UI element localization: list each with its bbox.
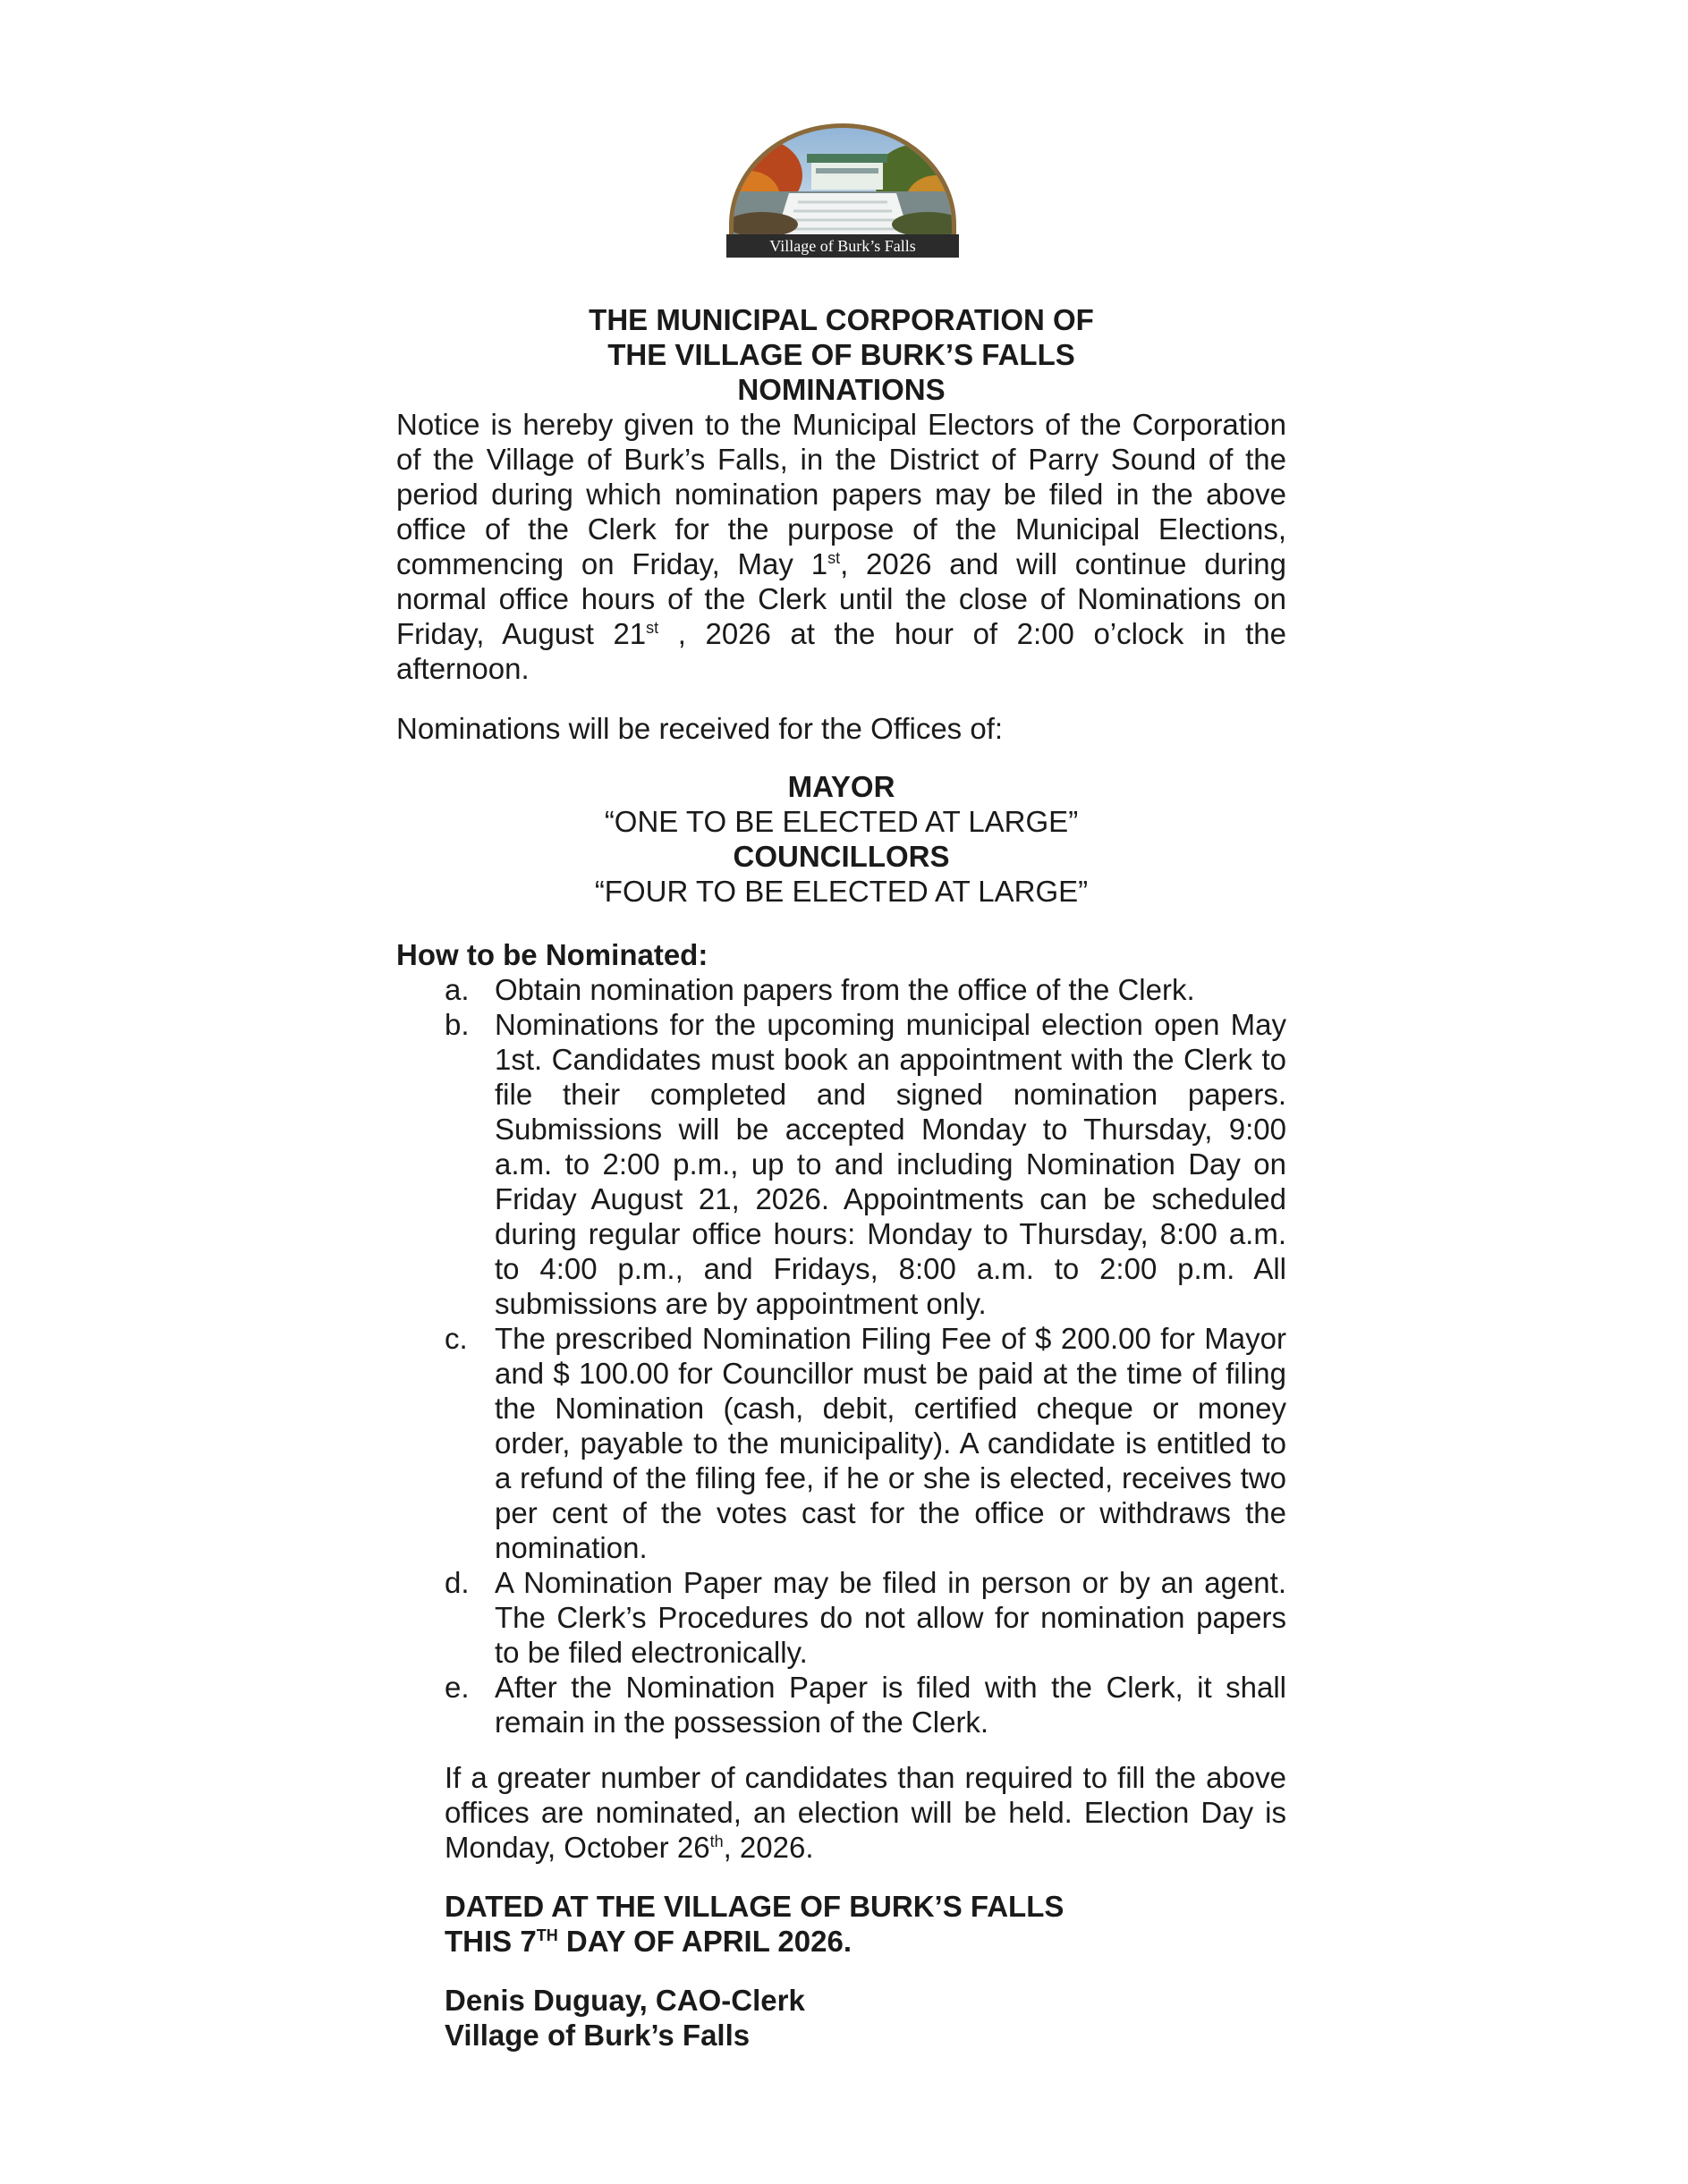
village-logo	[726, 122, 959, 260]
dated-line-2: THIS 7TH DAY OF APRIL 2026.	[445, 1925, 852, 1958]
signature-name: Denis Duguay, CAO-Clerk	[445, 1984, 805, 2017]
offices-block	[396, 769, 1286, 909]
dated-line-1: DATED AT THE VILLAGE OF BURK’S FALLS	[445, 1890, 1065, 1923]
councillor-title: COUNCILLORS	[733, 840, 950, 873]
election-paragraph: If a greater number of candidates than required to fill the above offices are nominated, an election will be held. Election Day is Monday, October 26th, 2026.	[445, 1761, 1286, 1864]
offices-intro: Nominations will be received for the Offices of:	[396, 712, 1004, 745]
dated-block	[445, 1889, 1286, 1959]
signature-block	[445, 1983, 1286, 2053]
list-item: d. A Nomination Paper may be filed in person or by an agent. The Clerk’s Procedures do not allow for nomination papers to be filed electronically.	[445, 1566, 1286, 1669]
list-item: c. The prescribed Nomination Filing Fee of $ 200.00 for Mayor and $ 100.00 for Councillor must be paid at the time of filing the Nomination (cash, debit, certified cheque or money order, payable to the municipality). A candidate is entitled to a refund of the filing fee, if he or she is elected, receives two per cent of the votes cast for the office or withdraws the nomination.	[445, 1322, 1286, 1564]
signature-org: Village of Burk’s Falls	[445, 2019, 751, 2052]
how-heading: How to be Nominated:	[396, 938, 708, 971]
councillor-desc: “FOUR TO BE ELECTED AT LARGE”	[594, 875, 1089, 908]
list-item: b. Nominations for the upcoming municipal election open May 1st. Candidates must book an appointment with the Clerk to file their completed and signed nomination papers. Submissions will be accepted Monday to Thursday, 9:00 a.m. to 2:00 p.m., up to and including Nomination Day on Friday August 21, 2026. Appointments can be scheduled during regular office hours: Monday to Thursday, 8:00 a.m. to 4:00 p.m., and Fridays, 8:00 a.m. to 2:00 p.m. All submissions are by appointment only.	[445, 1008, 1286, 1320]
page-title	[396, 302, 1286, 407]
title-line-1: THE MUNICIPAL CORPORATION OF	[589, 303, 1094, 336]
mayor-title: MAYOR	[787, 770, 895, 803]
logo-caption: Village of Burk’s Falls	[769, 237, 916, 255]
title-line-3: NOMINATIONS	[737, 373, 946, 406]
notice-paragraph: Notice is hereby given to the Municipal Electors of the Corporation of the Village of Burk’s Falls, in the District of Parry Sound of the period during which nomination papers may be filed in the above office of the Clerk for the purpose of the Municipal Elections, commencing on Friday, May 1st, 2026 and will continue during normal office hours of the Clerk until the close of Nominations on Friday, August 21st , 2026 at the hour of 2:00 o’clock in the afternoon.	[396, 408, 1287, 685]
list-item: a. Obtain nomination papers from the office of the Clerk.	[445, 973, 1195, 1006]
mayor-desc: “ONE TO BE ELECTED AT LARGE”	[604, 805, 1079, 838]
nomination-steps-list	[445, 972, 1286, 1740]
list-item: e. After the Nomination Paper is filed with the Clerk, it shall remain in the possession of the Clerk.	[445, 1671, 1286, 1739]
title-line-2: THE VILLAGE OF BURK’S FALLS	[607, 338, 1075, 371]
